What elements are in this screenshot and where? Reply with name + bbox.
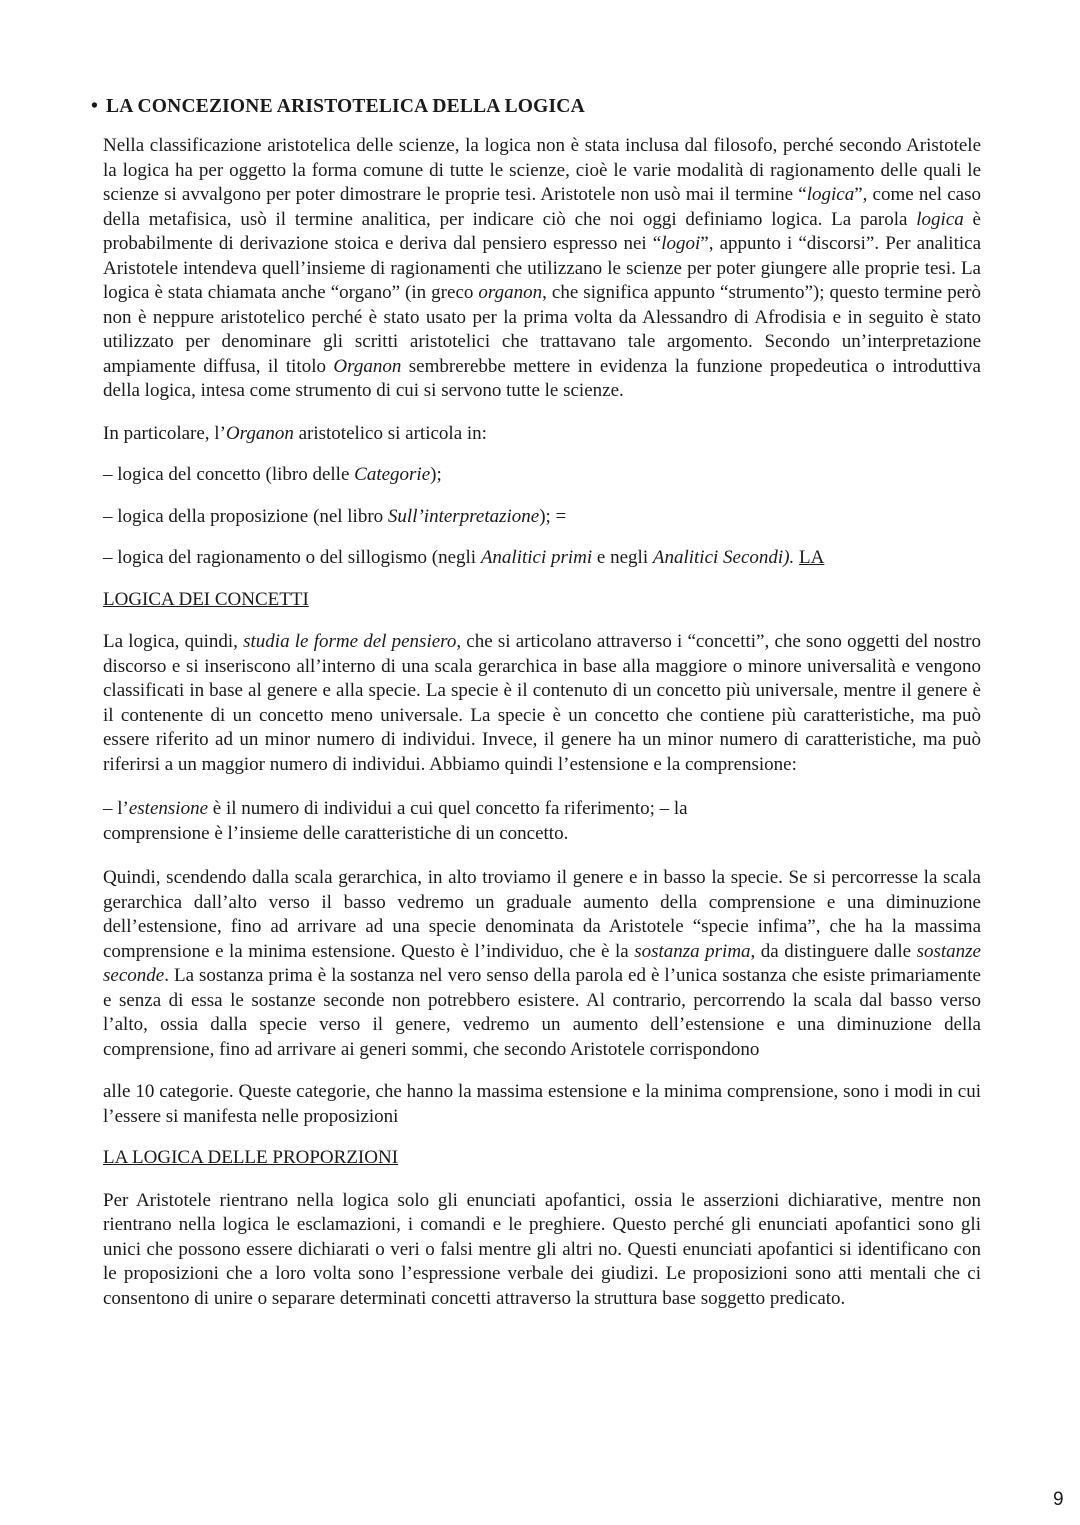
section-heading [91, 96, 981, 118]
list-item: – logica della proposizione (nel libro Sull’interpretazione); = [103, 505, 567, 527]
paragraph-scala-gerarchica: Quindi, scendendo dalla scala gerarchica, in alto troviamo il genere e in basso la specie. Se si percorresse la scala gerarchica dall’alto verso il basso vedremo un graduale aumento della comprensione e una diminuzione dell’estensione, fino ad arrivare ad una specie denominata da Aristotele “specie infima”, che ha la massima comprensione e la minima estensione. Questo è l’individuo, che è la sostanza prima, da distinguere dalle sostanze seconde. La sostanza prima è la sostanza nel vero senso della parola ed è l’unica sostanza che esiste primariamente e senza di essa le sostanze seconde non potrebbero esistere. Al contrario, percorrendo la scala dal basso verso l’alto, ossia dalla specie verso il genere, vedremo un aumento dell’estensione e una diminuzione della comprensione, fino ad arrivare ai generi sommi, che secondo Aristotele corrispondono [103, 867, 981, 1060]
paragraph-organon: In particolare, l’Organon aristotelico si articola in: [103, 422, 487, 444]
section-title-concetti: LOGICA DEI CONCETTI [103, 588, 309, 610]
paragraph-estensione: – l’estensione è il numero di individui a cui quel concetto fa riferimento; – la comprensione è l’insieme delle caratteristiche di un concetto. [103, 798, 688, 844]
section-title-proporzioni: LA LOGICA DELLE PROPORZIONI [103, 1147, 399, 1168]
heading-text: LA CONCEZIONE ARISTOTELICA DELLA LOGICA [106, 96, 585, 117]
paragraph-intro: Nella classificazione aristotelica delle scienze, la logica non è stata inclusa dal filosofo, perché secondo Aristotele la logica ha per oggetto la forma comune di tutte le scienze, cioè le varie modalità di ragionamento delle quali le scienze si avvalgono per poter dimostrare le proprie tesi. Aristotele non usò mai il termine “logica”, come nel caso della metafisica, usò il termine analitica, per indicare ciò che noi oggi definiamo logica. La parola logica è probabilmente di derivazione stoica e deriva dal pensiero espresso nei “logoi”, appunto i “discorsi”. Per analitica Aristotele intendeva quell’insieme di ragionamenti che utilizzano le scienze per poter giungere alle proprie tesi. La logica è stata chiamata anche “organo” (in greco organon, che significa appunto “strumento”); questo termine però non è neppure aristotelico perché è stato usato per la prima volta da Alessandro di Afrodisia e in seguito è stato utilizzato per denominare gli scritti aristotelici che trattavano tale argomento. Secondo un’interpretazione ampiamente diffusa, il titolo Organon sembrerebbe mettere in evidenza la funzione propedeutica o introduttiva della logica, intesa come strumento di cui si servono tutte le scienze. [103, 135, 981, 401]
page-number: 9 [1053, 1489, 1064, 1510]
document-page [91, 96, 981, 1311]
list-item: – logica del concetto (libro delle Categorie); [103, 464, 442, 485]
list-item: – logica del ragionamento o del sillogismo (negli Analitici primi e negli Analitici Secondi). LA [103, 547, 825, 568]
paragraph-proporzioni: Per Aristotele rientrano nella logica solo gli enunciati apofantici, ossia le asserzioni dichiarative, mentre non rientrano nella logica le esclamazioni, i comandi e le preghiere. Questo perché gli enunciati apofantici sono gli unici che possono essere dichiarati o veri o falsi mentre gli altri no. Questi enunciati apofantici si identificano con le proposizioni che a loro volta sono l’espressione verbale dei giudizi. Le proposizioni sono atti mentali che ci consentono di unire o separare determinati concetti attraverso la struttura base soggetto predicato. [103, 1189, 981, 1309]
paragraph-concetti: La logica, quindi, studia le forme del pensiero, che si articolano attraverso i “concetti”, che sono oggetti del nostro discorso e si inseriscono all’interno di una scala gerarchica in base alla maggiore o minore universalità e vengono classificati in base al genere e alla specie. La specie è il contenuto di un concetto più universale, mentre il genere è il contenente di un concetto meno universale. La specie è un concetto che contiene più caratteristiche, ma può essere riferito ad un minor numero di individui. Invece, il genere ha un minor numero di caratteristiche, ma può riferirsi a un maggior numero di individui. Abbiamo quindi l’estensione e la comprensione: [103, 631, 981, 775]
paragraph-categorie: alle 10 categorie. Queste categorie, che hanno la massima estensione e la minima comprensione, sono i modi in cui l’essere si manifesta nelle proposizioni [103, 1081, 981, 1127]
bullet-icon: • [91, 96, 99, 117]
